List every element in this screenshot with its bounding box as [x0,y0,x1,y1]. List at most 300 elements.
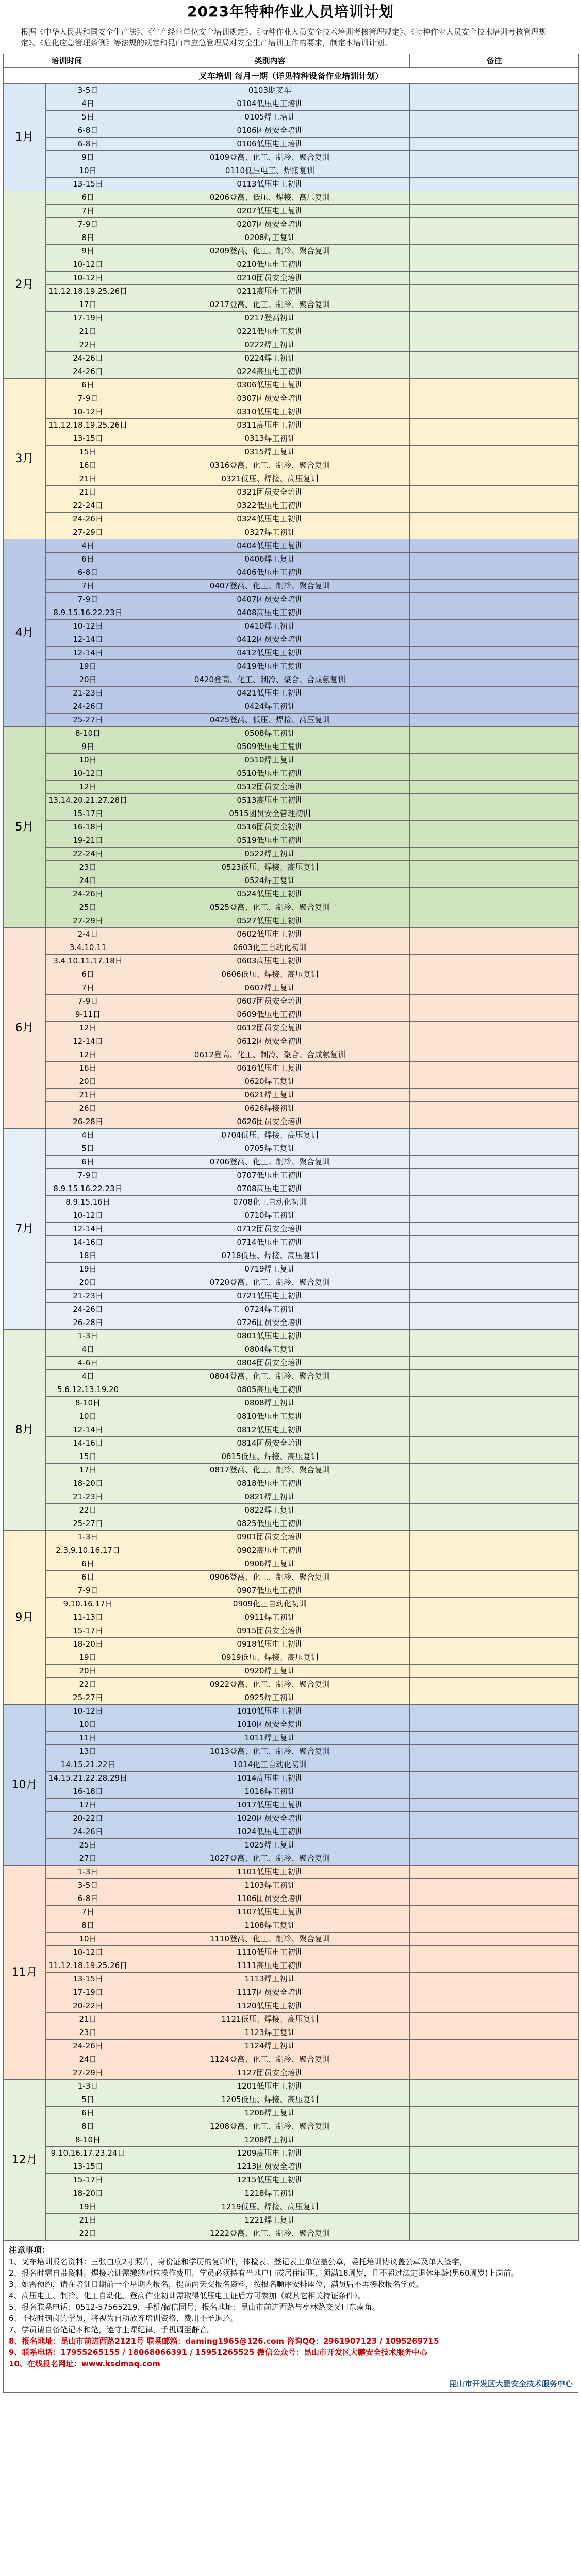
training-remark [410,1611,579,1624]
table-row [4,606,579,620]
training-content: 0221低压电工复训 [130,325,410,338]
table-row [4,1022,579,1035]
training-remark [410,647,579,660]
training-content: 0919低压、焊接、高压复训 [130,1651,410,1665]
training-remark [410,1986,579,1999]
training-date: 24-26日 [46,2040,130,2053]
training-date: 10日 [46,1410,130,1423]
table-row [4,740,579,754]
training-date: 7日 [46,981,130,995]
training-date: 25-27日 [46,1517,130,1531]
forklift-subheader: 叉车培训 每月一期（详见特种设备作业培训计划） [4,68,579,84]
training-remark [410,1571,579,1584]
training-content: 0621焊工复训 [130,1089,410,1102]
table-row [4,1866,579,1879]
table-row [4,1839,579,1852]
training-content: 1103焊工初训 [130,1879,410,1892]
table-row [4,1223,579,1236]
table-row [4,1343,579,1357]
training-content: 1205低压、焊接、高压复训 [130,2093,410,2107]
training-content: 0206登高、低压、焊接、高压复训 [130,191,410,205]
training-date: 18-20日 [46,2187,130,2200]
table-row [4,727,579,740]
training-date: 8.9.15.16.22.23日 [46,1182,130,1196]
training-content: 0406焊工复训 [130,553,410,566]
training-date: 6日 [46,379,130,392]
training-date: 9.10.16.17日 [46,1598,130,1611]
training-date: 6日 [46,553,130,566]
training-remark [410,298,579,312]
training-remark [410,1169,579,1182]
table-row [4,1370,579,1383]
training-remark [410,1638,579,1651]
training-date: 5日 [46,1142,130,1156]
training-remark [410,687,579,700]
training-date: 24-26日 [46,352,130,365]
training-date: 14.15.21.22.28.29日 [46,1772,130,1785]
table-row [4,1517,579,1531]
training-date: 24日 [46,2053,130,2066]
training-remark [410,861,579,874]
training-content: 0708高压电工初训 [130,1182,410,1196]
training-content: 1110登高、化工、制冷、聚合复训 [130,1933,410,1946]
training-content: 0207低压电工复训 [130,205,410,218]
training-content: 0906焊工复训 [130,1557,410,1571]
note-item: 2、报名时需自带资料。焊接培训需缴纳对应操作费用。学员必须持有当地户口或居住证明，须满18周岁，且不超过法定退休年龄(男60周岁)上岗前。 [9,2268,519,2278]
training-content: 0726团员安全培训 [130,1316,410,1330]
table-row [4,1383,579,1397]
training-date: 27-29日 [46,914,130,928]
training-content: 0404低压电工复训 [130,539,410,553]
training-content: 0607团员安全培训 [130,995,410,1008]
table-row [4,1450,579,1464]
table-row [4,1410,579,1423]
table-row [4,566,579,580]
training-date: 20日 [46,1276,130,1290]
training-date: 10-12日 [46,767,130,781]
table-row [4,2040,579,2053]
training-remark [410,1343,579,1357]
table-row [4,1089,579,1102]
training-date: 22-24日 [46,499,130,513]
training-date: 7日 [46,1906,130,1919]
training-remark [410,1316,579,1330]
table-row [4,620,579,633]
training-remark [410,981,579,995]
table-row [4,325,579,338]
month-label: 3月 [4,379,46,539]
training-content: 0603高压电工初训 [130,955,410,968]
table-row [4,218,579,231]
training-content: 0612团员安全初训 [130,1035,410,1048]
table-row [4,124,579,138]
training-content: 0408高压电工初训 [130,606,410,620]
note-item: 9、联系电话：17955265155 / 18068066391 / 15951265525 微信公众号：昆山市开发区大鹏安全技术服务中心 [9,2348,427,2357]
training-date: 17-19日 [46,312,130,325]
training-content: 0708化工自动化初训 [130,1196,410,1209]
training-date: 25-27日 [46,714,130,727]
table-row [4,1048,579,1062]
training-date: 16日 [46,459,130,472]
training-date: 7日 [46,580,130,593]
table-row [4,968,579,981]
table-row [4,1357,579,1370]
training-content: 0210团员安全培训 [130,272,410,285]
table-row [4,2107,579,2120]
training-content: 0821焊工初训 [130,1490,410,1504]
training-remark [410,1115,579,1129]
training-content: 0217登高初训 [130,312,410,325]
table-row [4,191,579,205]
training-content: 0322低压电工初训 [130,499,410,513]
training-content: 0724焊工初训 [130,1303,410,1316]
table-row [4,1035,579,1048]
training-content: 0714低压电工初训 [130,1236,410,1249]
training-content: 1010团员安全复训 [130,1718,410,1732]
training-remark [410,2066,579,2080]
training-remark [410,432,579,446]
training-remark [410,419,579,432]
training-content: 0109登高、化工、制冷、聚合复训 [130,151,410,164]
training-content: 0705焊工复训 [130,1142,410,1156]
table-row [4,1249,579,1263]
training-remark [410,1276,579,1290]
training-content: 0224高压电工初训 [130,365,410,379]
table-row [4,2160,579,2174]
training-content: 0822焊工复训 [130,1504,410,1517]
training-date: 3-5日 [46,1879,130,1892]
training-content: 0321低压、焊接、高压复训 [130,472,410,486]
training-content: 1010低压电工初训 [130,1705,410,1718]
training-content: 0424焊工初训 [130,700,410,714]
table-row [4,1624,579,1638]
training-date: 9.10.16.17.23.24日 [46,2147,130,2160]
table-row [4,419,579,432]
table-row [4,1531,579,1544]
table-row [4,2133,579,2147]
training-date: 15-17日 [46,807,130,821]
table-header-row [4,54,579,68]
training-remark [410,1758,579,1772]
training-content: 0407登高、化工、制冷、聚合复训 [130,580,410,593]
training-content: 1111高压电工初训 [130,1959,410,1973]
training-date: 12-14日 [46,647,130,660]
table-row [4,874,579,888]
training-date: 5日 [46,2093,130,2107]
training-date: 19日 [46,660,130,673]
training-content: 1016焊工初训 [130,1785,410,1799]
table-row [4,178,579,191]
training-remark [410,446,579,459]
table-row [4,1638,579,1651]
training-remark [410,1048,579,1062]
training-content: 0704低压、焊接、高压复训 [130,1129,410,1142]
table-row [4,901,579,914]
training-content: 0324低压电工初训 [130,513,410,526]
training-date: 12日 [46,1022,130,1035]
training-date: 24日 [46,874,130,888]
training-remark [410,218,579,231]
month-label: 12月 [4,2080,46,2241]
training-content: 1124焊工初训 [130,2040,410,2053]
training-remark [410,392,579,405]
training-date: 22日 [46,2227,130,2241]
training-remark [410,1142,579,1156]
training-content: 0909化工自动化初训 [130,1598,410,1611]
training-date: 16-18日 [46,821,130,834]
training-date: 26-28日 [46,1316,130,1330]
training-content: 0607焊工复训 [130,981,410,995]
training-date: 7日 [46,205,130,218]
table-row [4,914,579,928]
training-remark [410,499,579,513]
table-row [4,138,579,151]
training-remark [410,1839,579,1852]
table-row [4,352,579,365]
training-date: 21-23日 [46,687,130,700]
training-content: 0710焊工初训 [130,1209,410,1223]
table-row [4,700,579,714]
training-content: 0106团员安全培训 [130,124,410,138]
training-date: 6-8日 [46,566,130,580]
table-row [4,794,579,807]
training-date: 10-12日 [46,1209,130,1223]
training-date: 10日 [46,1718,130,1732]
training-remark [410,124,579,138]
training-remark [410,539,579,553]
table-row [4,1504,579,1517]
training-date: 21日 [46,2013,130,2026]
table-row [4,245,579,258]
training-date: 22日 [46,338,130,352]
training-remark [410,914,579,928]
training-content: 1106团员安全培训 [130,1892,410,1906]
training-content: 1014化工自动化初训 [130,1758,410,1772]
training-content: 0922登高、化工、制冷、聚合复训 [130,1678,410,1691]
table-row [4,928,579,941]
training-content: 1011焊工复训 [130,1732,410,1745]
table-row [4,781,579,794]
table-row [4,1959,579,1973]
training-date: 6-8日 [46,1892,130,1906]
training-remark [410,1223,579,1236]
table-row [4,2200,579,2214]
training-content: 1110低压电工初训 [130,1946,410,1959]
training-date: 19-21日 [46,834,130,848]
training-content: 0602低压电工初训 [130,928,410,941]
training-remark [410,807,579,821]
table-row [4,1115,579,1129]
training-date: 7-9日 [46,1169,130,1182]
training-remark [410,1035,579,1048]
training-remark [410,1249,579,1263]
schedule-table [3,54,579,2241]
table-row [4,2066,579,2080]
training-content: 0207团员安全培训 [130,218,410,231]
training-content: 1127团员安全培训 [130,2066,410,2080]
training-date: 21日 [46,2214,130,2227]
table-row [4,1330,579,1343]
training-remark [410,1410,579,1423]
training-date: 24-26日 [46,888,130,901]
table-row [4,754,579,767]
table-row [4,205,579,218]
note-item: 5、报名联系电话：0512-57565219，手机/微信同号；报名地址：昆山市前进西路与亭林路交叉口东南角。 [9,2302,380,2312]
training-date: 20-22日 [46,1999,130,2013]
training-content: 0523低压、焊接、高压复训 [130,861,410,874]
training-remark [410,178,579,191]
training-content: 0626团员安全培训 [130,1115,410,1129]
training-remark [410,1557,579,1571]
training-remark [410,2120,579,2133]
training-date: 14.15.21.22日 [46,1758,130,1772]
training-date: 6-8日 [46,138,130,151]
table-row [4,1182,579,1196]
training-remark [410,700,579,714]
forklift-subheader-row [4,68,579,84]
note-item: 3、如需预约，请在培训日期前一个星期内报名，提前两天交报名资料，按报名顺序安排座位，满员后不再接收报名学员。 [9,2280,424,2289]
training-remark [410,1209,579,1223]
training-date: 10日 [46,754,130,767]
table-row [4,1464,579,1477]
table-row [4,1397,579,1410]
training-content: 1108焊工复训 [130,1919,410,1933]
training-date: 1-3日 [46,1531,130,1544]
training-date: 5日 [46,111,130,124]
training-content: 0110低压电工、焊接复训 [130,164,410,178]
training-remark [410,1075,579,1089]
training-remark [410,941,579,955]
training-remark [410,285,579,298]
training-content: 0519低压电工初训 [130,834,410,848]
training-content: 1221焊工复训 [130,2214,410,2227]
training-date: 7-9日 [46,995,130,1008]
training-date: 26日 [46,1102,130,1115]
training-content: 0524低压电工初训 [130,888,410,901]
training-remark [410,1852,579,1866]
table-row [4,1611,579,1624]
training-remark [410,1236,579,1249]
table-row [4,1062,579,1075]
training-remark [410,1008,579,1022]
training-content: 1025焊工复训 [130,1839,410,1852]
training-remark [410,593,579,606]
training-content: 0421低压电工初训 [130,687,410,700]
training-date: 26-28日 [46,1115,130,1129]
table-row [4,312,579,325]
training-date: 8-10日 [46,727,130,740]
training-date: 13日 [46,1745,130,1758]
training-content: 0407团员安全培训 [130,593,410,606]
training-remark [410,405,579,419]
training-remark [410,2107,579,2120]
table-row [4,633,579,647]
training-remark [410,1383,579,1397]
training-date: 4日 [46,1343,130,1357]
training-date: 12-14日 [46,1035,130,1048]
training-remark [410,352,579,365]
training-remark [410,1517,579,1531]
training-date: 4日 [46,539,130,553]
training-content: 0720登高、化工、制冷、聚合复训 [130,1276,410,1290]
training-content: 0307团员安全培训 [130,392,410,405]
training-remark [410,138,579,151]
training-content: 0208焊工复训 [130,231,410,245]
table-row [4,1196,579,1209]
training-date: 24-26日 [46,700,130,714]
training-date: 4日 [46,1129,130,1142]
note-item: 8、报名地址：昆山市前进西路2121号 联系邮箱：daming1965@126.com 咨询QQ：2961907123 / 1095269715 [9,2336,439,2346]
training-content: 0719焊工复训 [130,1263,410,1276]
training-date: 4日 [46,1370,130,1383]
table-row [4,2187,579,2200]
table-row [4,647,579,660]
training-content: 0510焊工复训 [130,754,410,767]
table-row [4,1598,579,1611]
table-row [4,446,579,459]
training-date: 6-8日 [46,124,130,138]
training-content: 1123焊工复训 [130,2026,410,2040]
training-content: 1222登高、化工、制冷、聚合复训 [130,2227,410,2241]
training-date: 21日 [46,325,130,338]
table-row [4,941,579,955]
training-remark [410,1678,579,1691]
table-row [4,553,579,566]
training-date: 1-3日 [46,1330,130,1343]
training-date: 23日 [46,861,130,874]
training-remark [410,1303,579,1316]
table-row [4,660,579,673]
training-date: 12日 [46,1048,130,1062]
training-remark [410,1825,579,1839]
table-row [4,1129,579,1142]
training-content: 0626焊接初训 [130,1102,410,1115]
training-remark [410,566,579,580]
training-remark [410,325,579,338]
training-content: 0616低压电工复训 [130,1062,410,1075]
training-content: 0808焊工初训 [130,1397,410,1410]
training-remark [410,459,579,472]
training-date: 21-23日 [46,1490,130,1504]
table-row [4,1276,579,1290]
training-date: 21日 [46,1089,130,1102]
table-row [4,1745,579,1758]
training-date: 11-13日 [46,1611,130,1624]
training-date: 15日 [46,1450,130,1464]
table-row [4,1156,579,1169]
month-label: 6月 [4,928,46,1129]
table-row [4,486,579,499]
training-date: 10-12日 [46,272,130,285]
table-row [4,2053,579,2066]
training-content: 1014高压电工初训 [130,1772,410,1785]
training-date: 23日 [46,2026,130,2040]
training-date: 21-23日 [46,1290,130,1303]
training-content: 1024低压电工初训 [130,1825,410,1839]
notes-title: 注意事项： [9,2245,51,2255]
table-row [4,231,579,245]
training-remark [410,633,579,647]
training-date: 20日 [46,1665,130,1678]
training-content: 0817登高、化工、制冷、聚合复训 [130,1464,410,1477]
footer-organization: 昆山市开发区大鹏安全技术服务中心 [3,2375,578,2393]
training-content: 0106低压电工培训 [130,138,410,151]
training-content: 1120低压电工初训 [130,1999,410,2013]
training-date: 22日 [46,1504,130,1517]
training-remark [410,995,579,1008]
training-date: 22-24日 [46,848,130,861]
training-date: 11日 [46,1732,130,1745]
